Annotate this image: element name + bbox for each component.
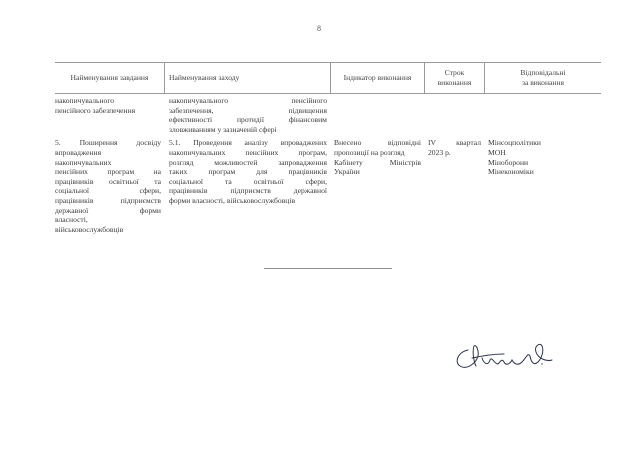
cell-line: Мінекономіки	[488, 167, 534, 177]
deadline-cell	[425, 138, 485, 234]
plan-table	[55, 62, 601, 234]
cell-line: 5. Поширення досвіду	[55, 138, 161, 148]
header-task-name: Найменування завдання	[55, 63, 165, 93]
indicator-cell	[331, 96, 425, 134]
cell-line: зловживанням у зазначеній сфері	[169, 124, 277, 134]
cell-line: IV квартал	[428, 138, 481, 148]
end-separator-line	[264, 268, 392, 269]
cell-line: власності,	[55, 215, 88, 225]
cell-line: забезпечення, підвищення	[169, 105, 327, 115]
header-deadline-line: виконання	[437, 78, 472, 87]
cell-line: військовослужбовців	[55, 224, 124, 234]
responsible-cell	[485, 96, 601, 134]
responsible-cell	[485, 138, 601, 234]
cell-line: МОН	[488, 147, 506, 157]
table-header	[55, 62, 601, 94]
cell-line: форми власності, військовослужбовців	[169, 195, 296, 205]
measure-cell	[165, 96, 331, 134]
cell-line: працівників підприємств	[55, 195, 161, 205]
cell-line: Кабінету Міністрів	[334, 157, 421, 167]
measure-cell	[165, 138, 331, 234]
cell-line: ефективності протидії фінансовим	[169, 115, 327, 125]
cell-line: накопичувальних	[55, 157, 112, 167]
table-row	[55, 96, 601, 134]
indicator-cell	[331, 138, 425, 234]
cell-line: України	[334, 167, 360, 177]
header-responsible-line: за виконання	[521, 78, 565, 87]
cell-line: пенсійних програм на	[55, 167, 161, 177]
cell-line: розгляд можливостей запровадження	[169, 157, 327, 167]
signature-icon	[452, 336, 562, 376]
cell-line: державної форми	[55, 205, 161, 215]
cell-line: Мінсоцполітики	[488, 138, 541, 148]
cell-line: накопичувальних пенсійних програм,	[169, 147, 327, 157]
cell-line: таких програм для працівників	[169, 167, 327, 177]
header-indicator: Індикатор виконання	[331, 63, 425, 93]
header-responsible	[485, 63, 601, 93]
cell-line: працівників освітньої та	[55, 176, 161, 186]
task-cell	[55, 138, 165, 234]
page-number: 8	[317, 24, 321, 33]
cell-line: соціальної сфери,	[55, 186, 161, 196]
cell-line: накопичувального пенсійного	[169, 96, 327, 105]
cell-line: Міноборони	[488, 157, 529, 167]
header-deadline-line: Строк	[444, 68, 465, 77]
cell-line: 2023 р.	[428, 147, 451, 157]
table-body	[55, 96, 601, 234]
deadline-cell	[425, 96, 485, 134]
header-measure-name: Найменування заходу	[165, 63, 331, 93]
header-deadline	[425, 63, 485, 93]
cell-line: пропозиції на розгляд	[334, 147, 405, 157]
cell-line: пенсійного забезпечення	[55, 105, 136, 115]
cell-line: 5.1. Проведення аналізу впроваджених	[169, 138, 327, 148]
table-row	[55, 138, 601, 234]
cell-line: соціальної та освітньої сфери,	[169, 176, 327, 186]
cell-line: працівників підприємств державної	[169, 186, 327, 196]
cell-line: Внесено відповідні	[334, 138, 421, 148]
cell-line: накопичувального	[55, 96, 115, 105]
task-cell	[55, 96, 165, 134]
cell-line: впровадження	[55, 147, 102, 157]
header-responsible-line: Відповідальні	[520, 68, 566, 77]
